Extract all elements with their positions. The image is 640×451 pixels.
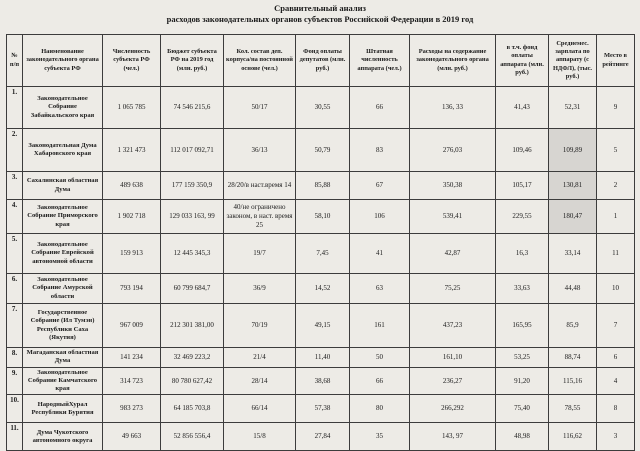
row-number-cell: 5. [7, 234, 23, 274]
staff-pay-fund-cell: 53,25 [496, 348, 549, 367]
population-cell: 314 723 [103, 367, 161, 395]
rank-cell: 3 [597, 423, 635, 451]
staff-pay-fund-cell: 165,95 [496, 304, 549, 348]
budget-cell: 212 301 381,00 [161, 304, 224, 348]
org-name-cell: Законодательное Собрание Приморского края [23, 200, 103, 234]
deputy-pay-fund-cell: 27,84 [296, 423, 350, 451]
org-name-cell: Законодательное Собрание Камчатского края [23, 367, 103, 395]
avg-salary-cell: 78,55 [549, 395, 597, 423]
col-header-deputy-pay-fund: Фонд оплаты депутатов (млн. руб.) [296, 35, 350, 87]
deputy-corps-cell: 40/не ограничено законом, в наст. время 25 [224, 200, 296, 234]
deputy-corps-cell: 28/14 [224, 367, 296, 395]
staff-pay-fund-cell: 109,46 [496, 129, 549, 172]
row-number-cell: 2. [7, 129, 23, 172]
staff-count-cell: 63 [350, 274, 410, 304]
budget-cell: 177 159 350,9 [161, 172, 224, 200]
deputy-pay-fund-cell: 30,55 [296, 87, 350, 129]
row-number-cell: 4. [7, 200, 23, 234]
deputy-corps-cell: 50/17 [224, 87, 296, 129]
row-number-cell: 8. [7, 348, 23, 367]
table-row [7, 304, 635, 348]
maintenance-expenses-cell: 75,25 [410, 274, 496, 304]
population-cell: 1 321 473 [103, 129, 161, 172]
maintenance-expenses-cell: 236,27 [410, 367, 496, 395]
staff-pay-fund-cell: 229,55 [496, 200, 549, 234]
staff-count-cell: 83 [350, 129, 410, 172]
deputy-pay-fund-cell: 7,45 [296, 234, 350, 274]
population-cell: 1 065 785 [103, 87, 161, 129]
col-header-avg-salary: Среднемес. зарплата по аппарату (с НДФЛ), (тыс. руб.) [549, 35, 597, 87]
rank-cell: 9 [597, 87, 635, 129]
population-cell: 983 273 [103, 395, 161, 423]
row-number-cell: 6. [7, 274, 23, 304]
budget-cell: 80 780 627,42 [161, 367, 224, 395]
org-name-cell: НародныйХурал Республики Бурятия [23, 395, 103, 423]
table-row [7, 423, 635, 451]
table-row [7, 129, 635, 172]
row-number-cell: 11. [7, 423, 23, 451]
population-cell: 49 663 [103, 423, 161, 451]
org-name-cell: Законодательное Собрание Амурской области [23, 274, 103, 304]
deputy-corps-cell: 36/9 [224, 274, 296, 304]
deputy-pay-fund-cell: 85,88 [296, 172, 350, 200]
staff-pay-fund-cell: 105,17 [496, 172, 549, 200]
org-name-cell: Законодательное Собрание Еврейской автономной области [23, 234, 103, 274]
deputy-corps-cell: 66/14 [224, 395, 296, 423]
col-header-staff-count: Штатная численность аппарата (чел.) [350, 35, 410, 87]
budget-cell: 74 546 215,6 [161, 87, 224, 129]
staff-count-cell: 50 [350, 348, 410, 367]
budget-cell: 32 469 223,2 [161, 348, 224, 367]
staff-count-cell: 41 [350, 234, 410, 274]
staff-count-cell: 67 [350, 172, 410, 200]
staff-pay-fund-cell: 48,98 [496, 423, 549, 451]
maintenance-expenses-cell: 437,23 [410, 304, 496, 348]
population-cell: 793 194 [103, 274, 161, 304]
maintenance-expenses-cell: 539,41 [410, 200, 496, 234]
table-row [7, 234, 635, 274]
avg-salary-cell: 85,9 [549, 304, 597, 348]
deputy-pay-fund-cell: 11,40 [296, 348, 350, 367]
budget-cell: 129 033 163, 99 [161, 200, 224, 234]
deputy-corps-cell: 36/13 [224, 129, 296, 172]
deputy-pay-fund-cell: 49,15 [296, 304, 350, 348]
rank-cell: 4 [597, 367, 635, 395]
maintenance-expenses-cell: 276,03 [410, 129, 496, 172]
maintenance-expenses-cell: 161,10 [410, 348, 496, 367]
population-cell: 141 234 [103, 348, 161, 367]
table-row [7, 200, 635, 234]
deputy-pay-fund-cell: 57,38 [296, 395, 350, 423]
table-row [7, 367, 635, 395]
avg-salary-cell: 180,47 [549, 200, 597, 234]
population-cell: 159 913 [103, 234, 161, 274]
row-number-cell: 7. [7, 304, 23, 348]
budget-cell: 64 185 703,8 [161, 395, 224, 423]
budget-cell: 12 445 345,3 [161, 234, 224, 274]
col-header-deputy-corps: Кол. состав деп. корпуса/на постоянной основе (чел.) [224, 35, 296, 87]
col-header-budget: Бюджет субъекта РФ на 2019 год (млн. руб.) [161, 35, 224, 87]
deputy-pay-fund-cell: 38,68 [296, 367, 350, 395]
maintenance-expenses-cell: 266,292 [410, 395, 496, 423]
staff-pay-fund-cell: 33,63 [496, 274, 549, 304]
deputy-corps-cell: 28/20/в наст.время 14 [224, 172, 296, 200]
rank-cell: 10 [597, 274, 635, 304]
maintenance-expenses-cell: 42,87 [410, 234, 496, 274]
budget-cell: 52 856 556,4 [161, 423, 224, 451]
budget-cell: 60 799 684,7 [161, 274, 224, 304]
staff-pay-fund-cell: 91,20 [496, 367, 549, 395]
avg-salary-cell: 115,16 [549, 367, 597, 395]
deputy-corps-cell: 21/4 [224, 348, 296, 367]
rank-cell: 11 [597, 234, 635, 274]
table-row [7, 395, 635, 423]
population-cell: 1 902 718 [103, 200, 161, 234]
table-row [7, 172, 635, 200]
avg-salary-cell: 109,89 [549, 129, 597, 172]
comparison-table [6, 34, 635, 451]
staff-count-cell: 161 [350, 304, 410, 348]
maintenance-expenses-cell: 143, 97 [410, 423, 496, 451]
deputy-pay-fund-cell: 14,52 [296, 274, 350, 304]
deputy-corps-cell: 19/7 [224, 234, 296, 274]
avg-salary-cell: 52,31 [549, 87, 597, 129]
avg-salary-cell: 116,62 [549, 423, 597, 451]
deputy-corps-cell: 15/8 [224, 423, 296, 451]
table-row [7, 87, 635, 129]
col-header-rank: Место в рейтинге [597, 35, 635, 87]
staff-pay-fund-cell: 75,40 [496, 395, 549, 423]
table-row [7, 274, 635, 304]
rank-cell: 6 [597, 348, 635, 367]
maintenance-expenses-cell: 350,38 [410, 172, 496, 200]
staff-count-cell: 106 [350, 200, 410, 234]
table-row [7, 348, 635, 367]
deputy-pay-fund-cell: 50,79 [296, 129, 350, 172]
org-name-cell: Дума Чукотского автономного округа [23, 423, 103, 451]
avg-salary-cell: 44,48 [549, 274, 597, 304]
row-number-cell: 9. [7, 367, 23, 395]
population-cell: 967 009 [103, 304, 161, 348]
budget-cell: 112 017 092,71 [161, 129, 224, 172]
rank-cell: 5 [597, 129, 635, 172]
staff-count-cell: 66 [350, 367, 410, 395]
rank-cell: 2 [597, 172, 635, 200]
rank-cell: 8 [597, 395, 635, 423]
col-header-num: № п/п [7, 35, 23, 87]
org-name-cell: Государственное Собрание (Ил Тумэн) Республики Саха (Якутия) [23, 304, 103, 348]
row-number-cell: 10. [7, 395, 23, 423]
staff-count-cell: 35 [350, 423, 410, 451]
org-name-cell: Законодательная Дума Хабаровского края [23, 129, 103, 172]
col-header-population: Численность субъекта РФ (чел.) [103, 35, 161, 87]
staff-count-cell: 66 [350, 87, 410, 129]
document-title-line1: Сравнительный анализ [274, 3, 366, 13]
avg-salary-cell: 130,81 [549, 172, 597, 200]
population-cell: 489 638 [103, 172, 161, 200]
org-name-cell: Сахалинская областная Дума [23, 172, 103, 200]
col-header-staff-pay-fund: в т.ч. фонд оплаты аппарата (млн. руб.) [496, 35, 549, 87]
avg-salary-cell: 33,14 [549, 234, 597, 274]
staff-pay-fund-cell: 41,43 [496, 87, 549, 129]
staff-pay-fund-cell: 16,3 [496, 234, 549, 274]
rank-cell: 1 [597, 200, 635, 234]
row-number-cell: 3. [7, 172, 23, 200]
avg-salary-cell: 88,74 [549, 348, 597, 367]
row-number-cell: 1. [7, 87, 23, 129]
col-header-maintenance-expenses: Расходы на содержание законодательного органа (млн. руб.) [410, 35, 496, 87]
deputy-corps-cell: 70/19 [224, 304, 296, 348]
col-header-org-name: Наименование законодательного органа субъекта РФ [23, 35, 103, 87]
rank-cell: 7 [597, 304, 635, 348]
staff-count-cell: 80 [350, 395, 410, 423]
header-row [7, 35, 635, 87]
org-name-cell: Законодательное Собрание Забайкальского края [23, 87, 103, 129]
maintenance-expenses-cell: 136, 33 [410, 87, 496, 129]
document-title-line2: расходов законодательных органов субъектов Российской Федерации в 2019 год [166, 14, 474, 25]
org-name-cell: Магаданская областная Дума [23, 348, 103, 367]
deputy-pay-fund-cell: 58,10 [296, 200, 350, 234]
